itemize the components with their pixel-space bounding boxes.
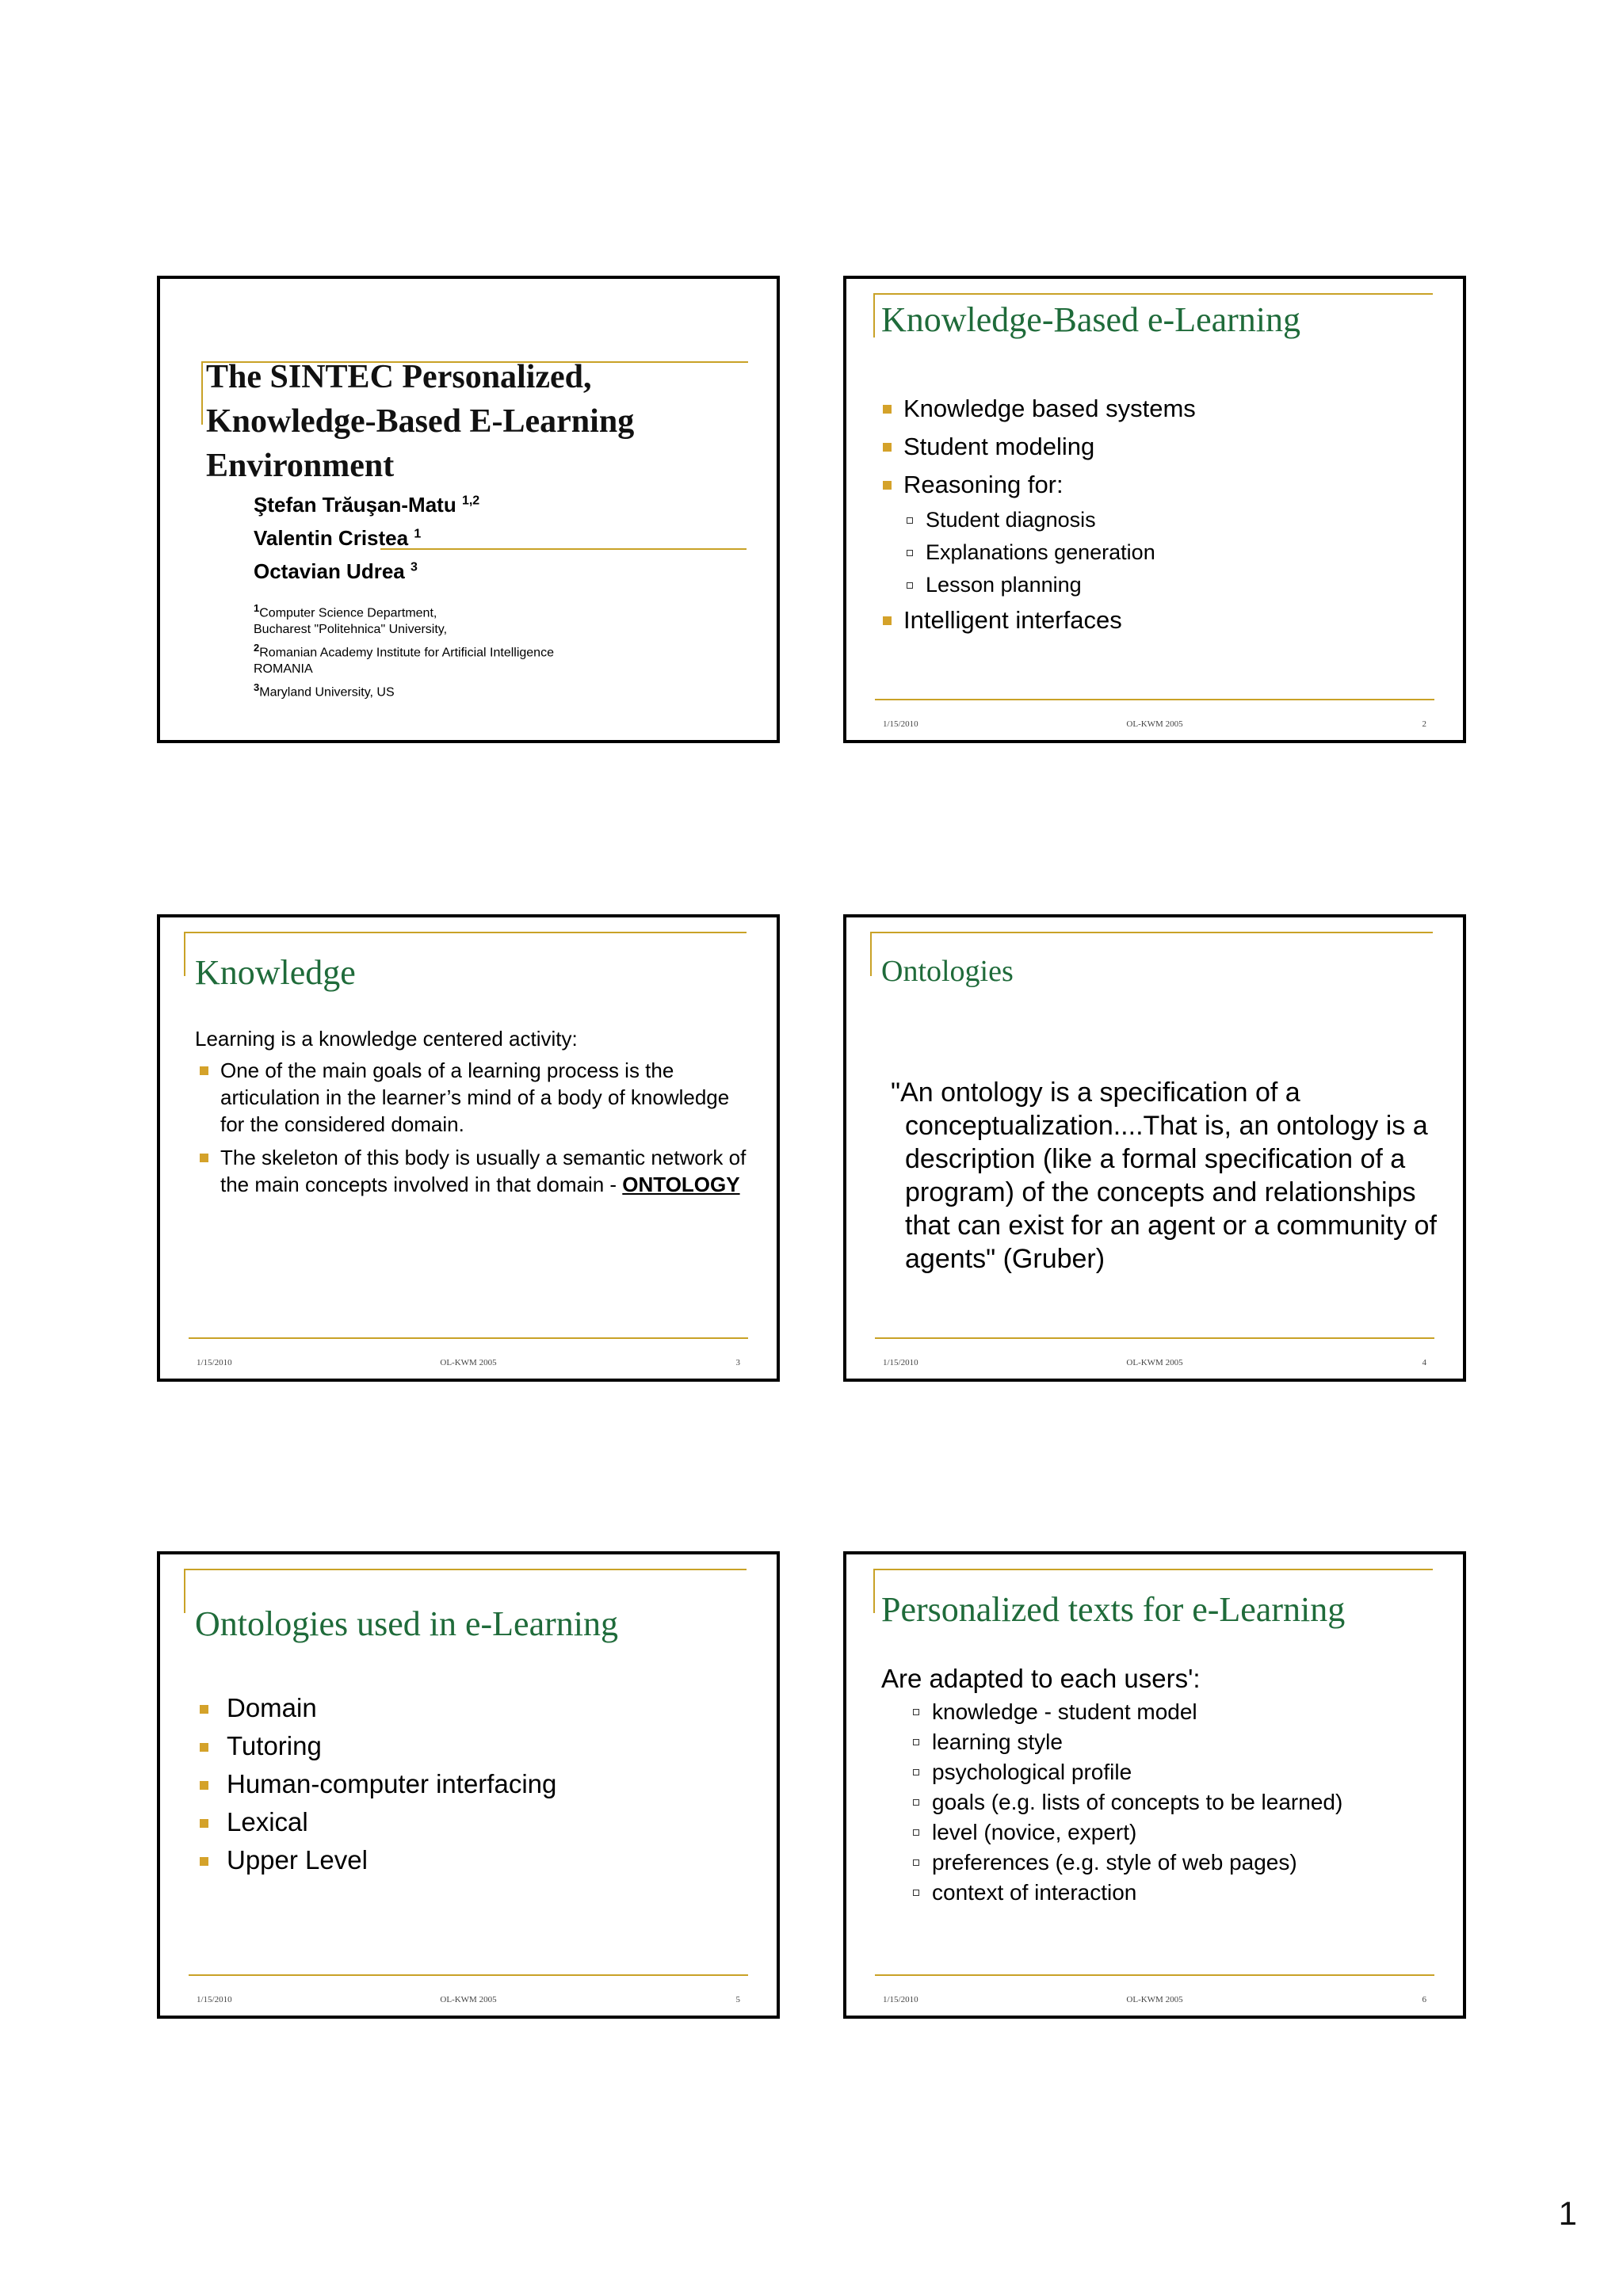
list-item: Intelligent interfaces xyxy=(878,601,1196,639)
footer-rule xyxy=(875,1337,1434,1339)
decorative-rule xyxy=(184,932,185,976)
slide-number: 2 xyxy=(1422,719,1426,729)
title-line: Knowledge-Based E-Learning xyxy=(206,403,635,440)
list-item: Explanations generation xyxy=(903,536,1196,569)
affiliation: $^1$Computer Science Department, xyxy=(254,602,437,620)
slide-number: 3 xyxy=(735,1358,740,1367)
author: Valentin Cristea $^1$ xyxy=(254,526,422,550)
author: Octavian Udrea $^3$ xyxy=(254,559,418,583)
slide-5 xyxy=(157,1551,780,2019)
decorative-rule xyxy=(873,293,1433,295)
bullet-list xyxy=(195,1057,758,1204)
slide-title: Knowledge xyxy=(195,953,356,992)
decorative-rule xyxy=(873,293,875,338)
list-item: One of the main goals of a learning process is the articulation in the learner’s mind of a body of knowledge for the considered domain. xyxy=(195,1057,758,1138)
presentation-title xyxy=(206,355,713,488)
footer-rule xyxy=(875,1974,1434,1976)
footer-date: 1/15/2010 xyxy=(883,719,918,729)
list-item: Lexical xyxy=(195,1803,556,1841)
list-item: The skeleton of this body is usually a semantic network of the main concepts involved in that domain - ONTOLOGY xyxy=(195,1144,758,1198)
intro-text: Learning is a knowledge centered activity: xyxy=(195,1027,578,1051)
list-item: Student modeling xyxy=(878,428,1196,466)
list-item: Reasoning for: Student diagnosis Explanations generation Lesson planning xyxy=(878,466,1196,601)
slide-number: 4 xyxy=(1422,1358,1426,1367)
slide-number: 5 xyxy=(735,1995,740,2004)
list-item: level (novice, expert) xyxy=(910,1817,1342,1848)
slide-number: 6 xyxy=(1422,1995,1426,2004)
bullet-list xyxy=(878,390,1196,639)
quote-text: "An ontology is a specification of a conceptualization....That is, an ontology is a description (like a formal specification of a program) of the concepts and relationships that can exist for an agent or a community of agents" (Gruber) xyxy=(891,1077,1437,1274)
slide-title: Personalized texts for e-Learning xyxy=(881,1590,1346,1629)
list-item: Student diagnosis xyxy=(903,504,1196,536)
footer-rule xyxy=(189,1974,748,1976)
decorative-rule xyxy=(201,361,203,425)
list-item: psychological profile xyxy=(910,1757,1342,1787)
title-line: Environment xyxy=(206,448,395,484)
decorative-rule xyxy=(184,1569,747,1570)
footer-conference: OL-KWM 2005 xyxy=(1126,1995,1183,2004)
footer-date: 1/15/2010 xyxy=(197,1995,232,2004)
list-item: goals (e.g. lists of concepts to be learned) xyxy=(910,1787,1342,1817)
sub-bullet-list xyxy=(910,1697,1342,1908)
footer-date: 1/15/2010 xyxy=(197,1358,232,1367)
list-item: Domain xyxy=(195,1689,556,1727)
footer-conference: OL-KWM 2005 xyxy=(1126,719,1183,729)
slide-2 xyxy=(843,276,1466,743)
list-item: knowledge - student model xyxy=(910,1697,1342,1727)
sub-bullet-list xyxy=(903,504,1196,601)
footer-conference: OL-KWM 2005 xyxy=(440,1358,497,1367)
affiliation: $^2$Romanian Academy Institute for Artificial Intelligence xyxy=(254,642,554,660)
page-number: 1 xyxy=(1558,2195,1577,2232)
list-item: context of interaction xyxy=(910,1878,1342,1908)
author: Ştefan Trăuşan-Matu $^{1,2}$ xyxy=(254,493,480,517)
list-item: Tutoring xyxy=(195,1727,556,1765)
footer-conference: OL-KWM 2005 xyxy=(1126,1358,1183,1367)
title-line: The SINTEC Personalized, xyxy=(206,359,592,395)
intro-text: Are adapted to each users': xyxy=(881,1664,1201,1693)
slide-4 xyxy=(843,914,1466,1382)
slide-3 xyxy=(157,914,780,1382)
slide-title: Ontologies xyxy=(881,955,1014,988)
decorative-rule xyxy=(873,1569,875,1613)
list-item: Knowledge based systems xyxy=(878,390,1196,428)
slide-1-title xyxy=(157,276,780,743)
footer-date: 1/15/2010 xyxy=(883,1358,918,1367)
slide-6 xyxy=(843,1551,1466,2019)
decorative-rule xyxy=(184,1569,185,1613)
bullet-list xyxy=(195,1689,556,1879)
affiliation: Bucharest "Politehnica" University, xyxy=(254,623,448,636)
decorative-rule xyxy=(873,1569,1433,1570)
decorative-rule xyxy=(380,548,747,550)
list-item: Lesson planning xyxy=(903,569,1196,601)
decorative-rule xyxy=(870,932,872,976)
list-item: preferences (e.g. style of web pages) xyxy=(910,1848,1342,1878)
slide-title: Knowledge-Based e-Learning xyxy=(881,300,1301,339)
slide-title: Ontologies used in e-Learning xyxy=(195,1604,618,1643)
footer-rule xyxy=(189,1337,748,1339)
footer-date: 1/15/2010 xyxy=(883,1995,918,2004)
list-item: Upper Level xyxy=(195,1841,556,1879)
emphasis-term: ONTOLOGY xyxy=(622,1173,740,1196)
affiliation: ROMANIA xyxy=(254,662,313,676)
footer-rule xyxy=(875,699,1434,700)
list-item: learning style xyxy=(910,1727,1342,1757)
decorative-rule xyxy=(870,932,1433,933)
list-item: Human-computer interfacing xyxy=(195,1765,556,1803)
affiliation: $^3$Maryland University, US xyxy=(254,681,395,700)
decorative-rule xyxy=(184,932,747,933)
footer-conference: OL-KWM 2005 xyxy=(440,1995,497,2004)
